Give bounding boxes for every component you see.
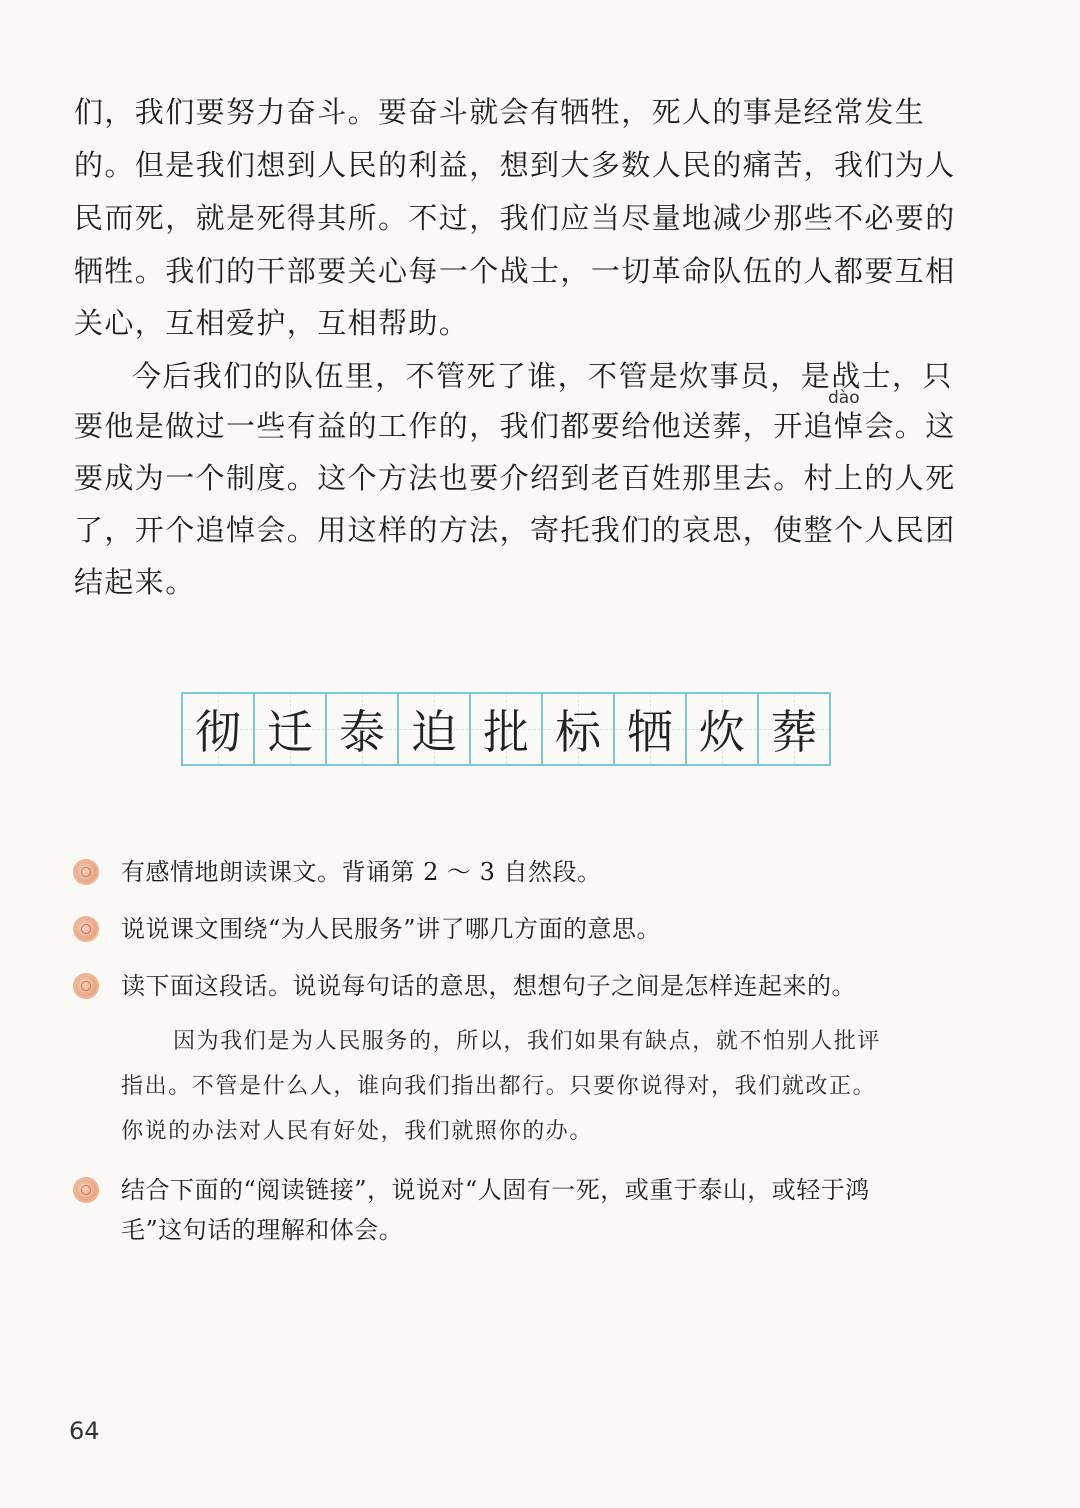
exercise-4-line: 结合下面的“阅读链接”，说说对“人固有一死，或重于泰山，或轻于鸿 [121, 1176, 870, 1204]
character-cell [471, 694, 543, 764]
flower-seal-icon [73, 973, 99, 999]
character: 葬 [771, 705, 817, 759]
character-cell [543, 694, 615, 764]
character-cell [183, 694, 255, 764]
flower-seal-icon [73, 859, 99, 885]
character: 迁 [267, 705, 313, 759]
paragraph-line: 要他是做过一些有益的工作的，我们都要给他送葬，开追悼会。这 [74, 409, 956, 443]
exercise-3: 读下面这段话。说说每句话的意思，想想句子之间是怎样连起来的。 [121, 972, 856, 1000]
character-cell [255, 694, 327, 764]
character: 牺 [627, 705, 673, 759]
exercise-1: 有感情地朗读课文。背诵第 2 ～ 3 自然段。 [121, 858, 602, 886]
character-cell [399, 694, 471, 764]
character: 批 [483, 705, 529, 759]
quote-line: 你说的办法对人民有好处，我们就照你的办。 [121, 1119, 594, 1144]
paragraph-line: 牺牲。我们的干部要关心每一个战士，一切革命队伍的人都要互相 [74, 254, 956, 288]
paragraph-line: 今后我们的队伍里，不管死了谁，不管是炊事员，是战士，只 [132, 359, 953, 393]
exercise-4-line: 毛”这句话的理解和体会。 [121, 1216, 404, 1244]
writing-character-grid [181, 692, 831, 766]
character: 迫 [411, 705, 457, 759]
paragraph-line: 要成为一个制度。这个方法也要介绍到老百姓那里去。村上的人死 [74, 461, 956, 495]
pinyin-annotation: dào [828, 388, 860, 408]
character-cell [327, 694, 399, 764]
character-cell [759, 694, 829, 764]
character: 炊 [699, 705, 745, 759]
exercise-2: 说说课文围绕“为人民服务”讲了哪几方面的意思。 [121, 915, 662, 943]
quote-line: 因为我们是为人民服务的，所以，我们如果有缺点，就不怕别人批评 [173, 1029, 882, 1054]
paragraph-line: 的。但是我们想到人民的利益，想到大多数人民的痛苦，我们为人 [74, 148, 956, 182]
flower-seal-icon [73, 1177, 99, 1203]
page-number: 64 [69, 1417, 100, 1445]
character-cell [687, 694, 759, 764]
paragraph-line: 关心，互相爱护，互相帮助。 [74, 306, 470, 340]
character: 标 [555, 705, 601, 759]
quote-line: 指出。不管是什么人，谁向我们指出都行。只要你说得对，我们就改正。 [121, 1074, 877, 1099]
paragraph-line: 们，我们要努力奋斗。要奋斗就会有牺牲，死人的事是经常发生 [74, 95, 926, 129]
character: 彻 [195, 705, 241, 759]
paragraph-line: 结起来。 [74, 565, 196, 599]
character: 泰 [339, 705, 385, 759]
paragraph-line: 了，开个追悼会。用这样的方法，寄托我们的哀思，使整个人民团 [74, 513, 956, 547]
character-cell [615, 694, 687, 764]
flower-seal-icon [73, 916, 99, 942]
paragraph-line: 民而死，就是死得其所。不过，我们应当尽量地减少那些不必要的 [74, 201, 956, 235]
